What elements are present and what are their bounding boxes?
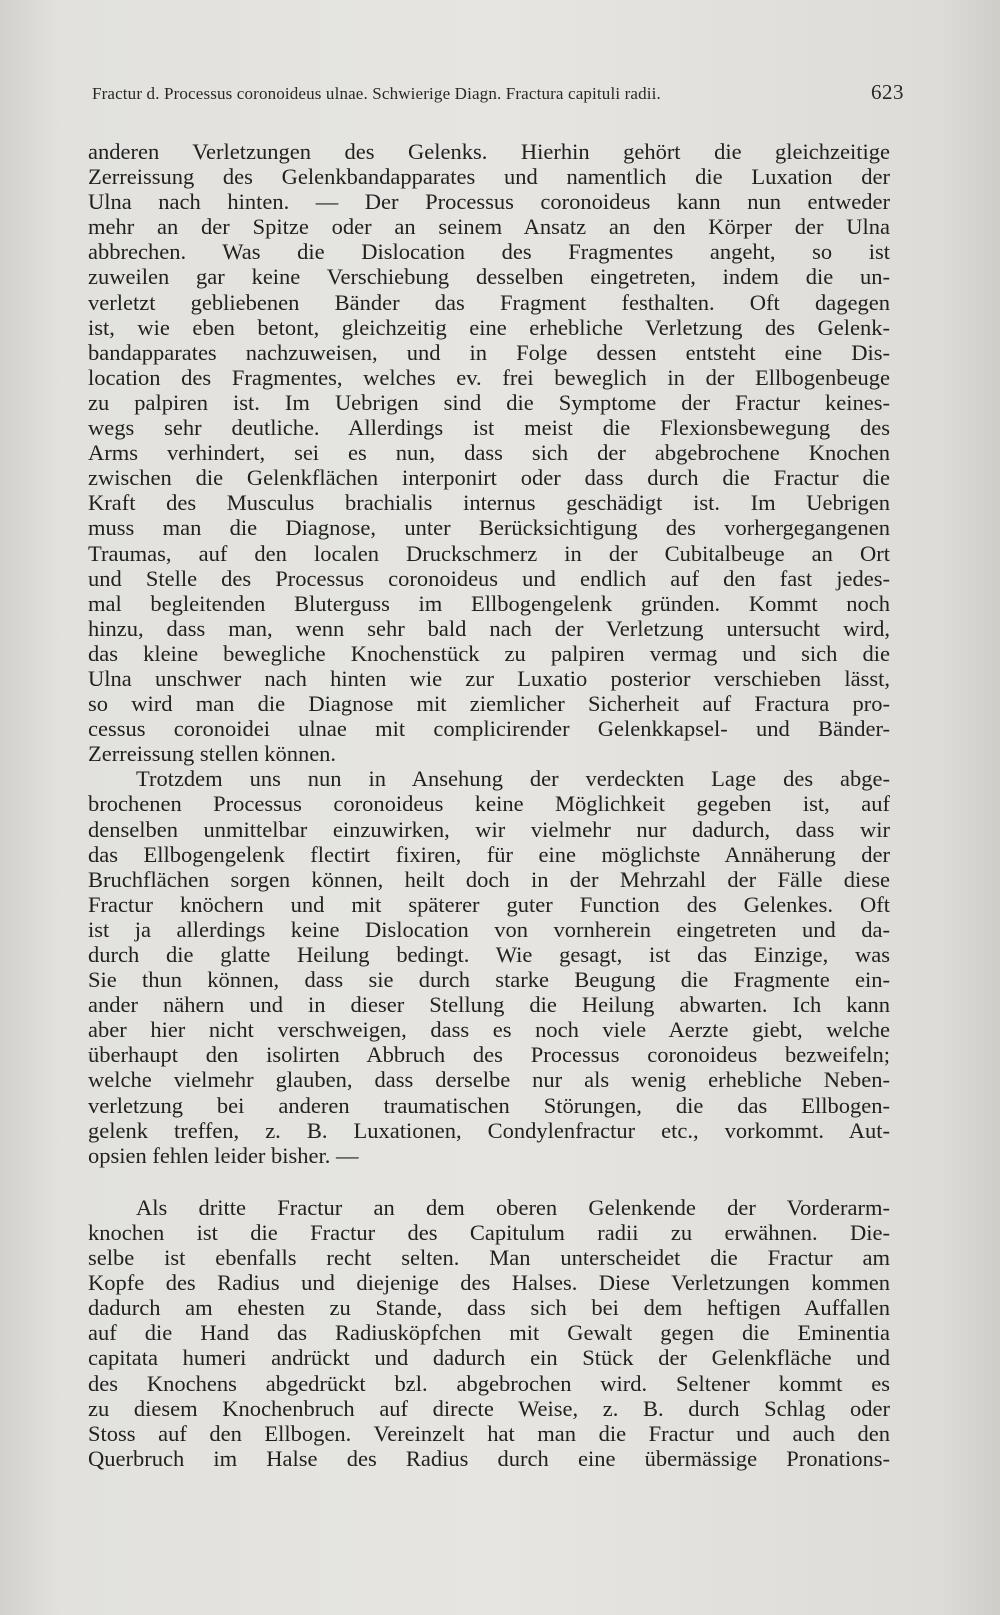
text-line: das kleine bewegliche Knochenstück zu palpiren vermag und sich die [88,640,890,666]
paragraph-1 [88,139,890,766]
text-line: durch die glatte Heilung bedingt. Wie gesagt, ist das Einzige, was [88,942,890,967]
text-line: gelenk treffen, z. B. Luxationen, Condylenfractur etc., vorkommt. Aut- [88,1117,890,1143]
text-line: aber hier nicht verschweigen, dass es noch viele Aerzte giebt, welche [88,1017,890,1043]
text-line: Stoss auf den Ellbogen. Vereinzelt hat man die Fractur und auch den [88,1420,890,1446]
text-line: so wird man die Diagnose mit ziemlicher Sicherheit auf Fractura pro- [88,691,890,717]
text-line: Trotzdem uns nun in Ansehung der verdeckten Lage des abge- [136,766,890,792]
text-line: zu palpiren ist. Im Uebrigen sind die Symptome der Fractur keines- [88,389,890,415]
text-line: Ulna unschwer nach hinten wie zur Luxatio posterior verschieben lässt, [88,665,890,691]
text-line: Traumas, auf den localen Druckschmerz in der Cubitalbeuge an Ort [88,540,890,566]
running-title: Fractur d. Processus coronoideus ulnae. Schwierige Diagn. Fractura capituli radii. [92,84,661,103]
text-line: denselben unmittelbar einzuwirken, wir vielmehr nur dadurch, dass wir [88,816,890,842]
text-line: des Knochens abgedrückt bzl. abgebrochen wird. Seltener kommt es [88,1370,890,1396]
text-line: ander nähern und in dieser Stellung die Heilung abwarten. Ich kann [88,992,890,1018]
text-line: knochen ist die Fractur des Capitulum radii zu erwähnen. Die- [88,1219,890,1245]
text-line: zu diesem Knochenbruch auf directe Weise, z. B. durch Schlag oder [88,1395,890,1421]
text-line: verletzt gebliebenen Bänder das Fragment festhalten. Oft dagegen [88,289,890,315]
text-line: muss man die Diagnose, unter Berücksichtigung des vorhergegangenen [88,515,890,541]
text-line: Als dritte Fractur an dem oberen Gelenkende der Vorderarm- [136,1194,890,1220]
text-line: brochenen Processus coronoideus keine Möglichkeit gegeben ist, auf [88,791,890,817]
text-line: das Ellbogengelenk flectirt fixiren, für eine möglichste Annäherung der [88,841,890,867]
text-line: wegs sehr deutliche. Allerdings ist meist die Flexionsbewegung des [88,415,890,441]
text-line: Zerreissung stellen können. [88,741,337,767]
text-line: welche vielmehr glauben, dass derselbe nur als wenig erhebliche Neben- [88,1067,890,1093]
text-line: mehr an der Spitze oder an seinem Ansatz an den Körper der Ulna [88,214,890,240]
text-line: cessus coronoidei ulnae mit complicirender Gelenkkapsel- und Bänder- [88,716,890,742]
text-line: überhaupt den isolirten Abbruch des Processus coronoideus bezweifeln; [88,1042,890,1068]
text-line: verletzung bei anderen traumatischen Störungen, die das Ellbogen- [88,1092,890,1118]
text-line: Zerreissung des Gelenkbandapparates und namentlich die Luxation der [88,164,890,190]
text-line: bandapparates nachzuweisen, und in Folge dessen entsteht eine Dis- [88,339,890,365]
text-line: Querbruch im Halse des Radius durch eine übermässige Pronations- [88,1445,890,1471]
text-line: dadurch am ehesten zu Stande, dass sich bei dem heftigen Auffallen [88,1295,890,1321]
text-line: Arms verhindert, sei es nun, dass sich der abgebrochene Knochen [88,440,890,466]
text-line: Ulna nach hinten. — Der Processus coronoideus kann nun entweder [88,189,890,215]
text-line: Bruchflächen sorgen können, heilt doch in der Mehrzahl der Fälle diese [88,866,890,892]
text-line: anderen Verletzungen des Gelenks. Hierhin gehört die gleichzeitige [88,139,890,164]
text-line: und Stelle des Processus coronoideus und endlich auf den fast jedes- [88,565,890,591]
page-number: 623 [871,80,904,104]
text-line: Kraft des Musculus brachialis internus geschädigt ist. Im Uebrigen [88,490,890,516]
paragraph-gap [88,1168,890,1195]
text-line: zuweilen gar keine Verschiebung desselben eingetreten, indem die un- [88,264,890,290]
paragraph-2 [88,766,890,1168]
text-line: Fractur knöchern und mit späterer guter Function des Gelenkes. Oft [88,891,890,917]
paragraph-3 [88,1195,890,1471]
text-line: capitata humeri andrückt und dadurch ein Stück der Gelenkfläche und [88,1345,890,1371]
body-text [88,139,890,1471]
text-line: ist ja allerdings keine Dislocation von vornherein eingetreten und da- [88,916,890,942]
text-line: opsien fehlen leider bisher. — [88,1142,359,1168]
text-line: location des Fragmentes, welches ev. frei beweglich in der Ellbogenbeuge [88,364,890,390]
text-line: abbrechen. Was die Dislocation des Fragmentes angeht, so ist [88,239,890,265]
text-line: Kopfe des Radius und diejenige des Halses. Diese Verletzungen kommen [88,1270,890,1296]
text-line: mal begleitenden Bluterguss im Ellbogengelenk gründen. Kommt noch [88,590,890,616]
text-line: selbe ist ebenfalls recht selten. Man unterscheidet die Fractur am [88,1245,890,1271]
running-head [92,80,904,110]
text-line: zwischen die Gelenkflächen interponirt oder dass durch die Fractur die [88,465,890,491]
text-line: Sie thun können, dass sie durch starke Beugung die Fragmente ein- [88,967,890,993]
text-line: hinzu, dass man, wenn sehr bald nach der Verletzung untersucht wird, [88,615,890,641]
text-line: ist, wie eben betont, gleichzeitig eine erhebliche Verletzung des Gelenk- [88,314,890,340]
text-line: auf die Hand das Radiusköpfchen mit Gewalt gegen die Eminentia [88,1320,890,1346]
